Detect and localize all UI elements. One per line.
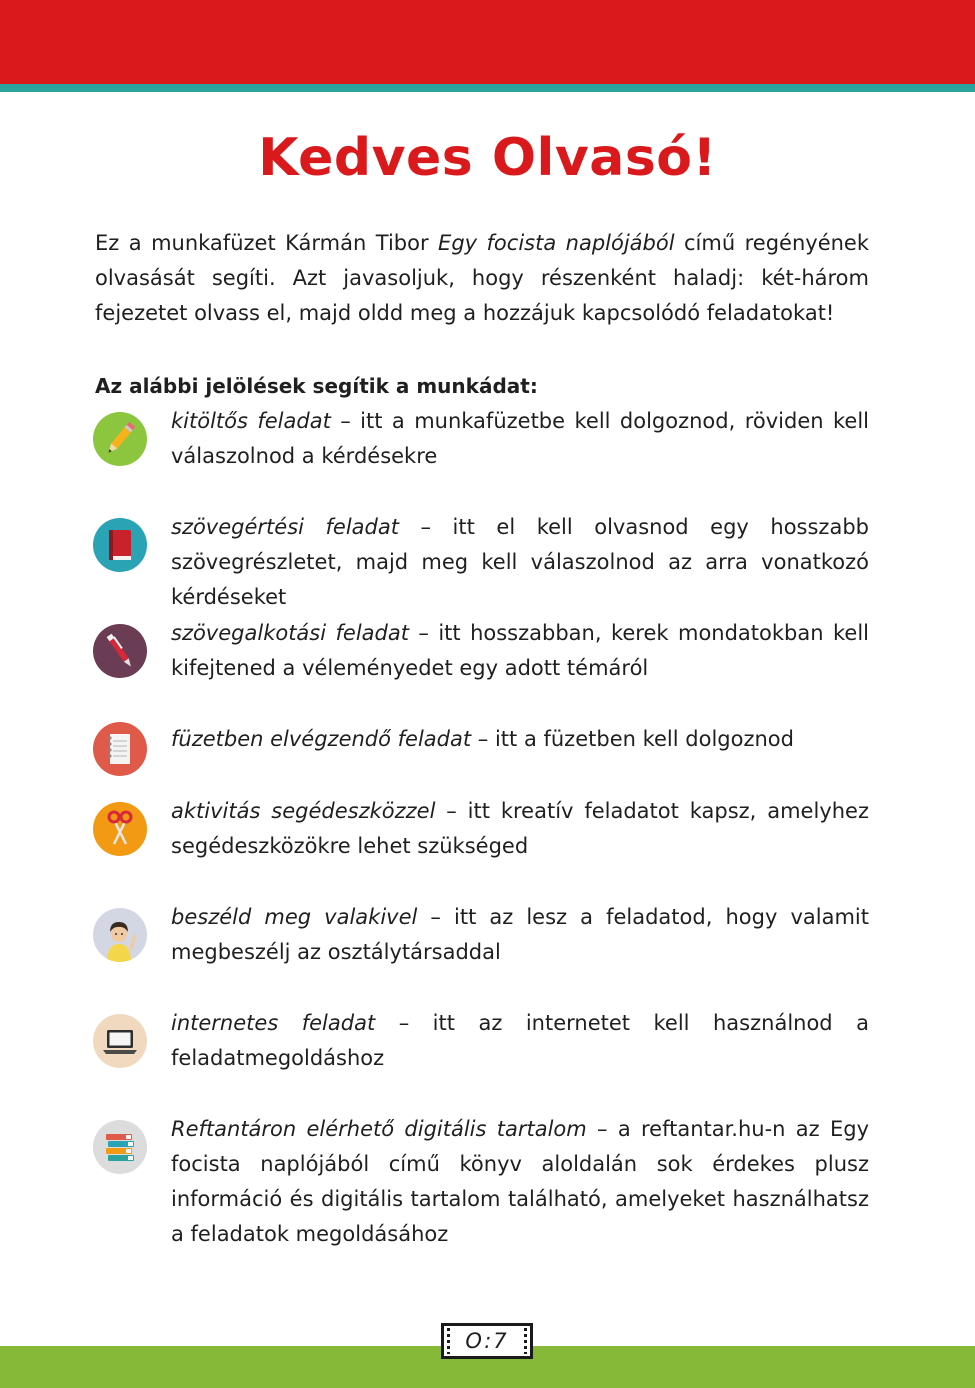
intro-text-1: Ez a munkafüzet Kármán Tibor (95, 231, 439, 255)
legend-text (171, 510, 869, 615)
legend-term: füzetben elvégzendő feladat (171, 727, 472, 751)
header-stripe (0, 84, 975, 92)
page-title: Kedves Olvasó! (258, 128, 717, 188)
legend-desc: – a reftantar.hu-n az Egy focista naplójából című könyv aloldalán sok érdekes plusz információ és digitális tartalom található, amelyeket használhatsz a feladatok megoldásához (171, 1117, 869, 1246)
books-stack-icon (93, 1120, 147, 1174)
page-number-text: O:7 (465, 1329, 509, 1353)
legend-heading: Az alábbi jelölések segítik a munkádat: (95, 374, 538, 398)
legend-term: beszéld meg valakivel (171, 905, 418, 929)
pen-icon (93, 624, 147, 678)
notebook-icon (93, 722, 147, 776)
intro-text-2: című regényének olvasását segíti. Azt javasoljuk, hogy részenként haladj: két-három fejezetet olvass el, majd oldd meg a hozzájuk kapcsolódó feladatokat! (95, 231, 870, 325)
legend-desc: – itt a füzetben kell dolgoznod (471, 727, 794, 751)
legend-term: Reftantáron elérhető digitális tartalom (171, 1117, 587, 1141)
legend-text (171, 404, 869, 474)
legend-text (171, 722, 869, 757)
legend-desc: – itt a munkafüzetbe kell dolgoznod, röviden kell válaszolnod a kérdésekre (171, 409, 869, 468)
legend-text (171, 1112, 869, 1252)
legend-term: internetes feladat (171, 1011, 376, 1035)
legend-desc: – itt az lesz a feladatod, hogy valamit megbeszélj az osztálytársaddal (171, 905, 869, 964)
legend-desc: – itt hosszabban, kerek mondatokban kell kifejtened a véleményedet egy adott témáról (171, 621, 869, 680)
legend-desc: – itt kreatív feladatot kapsz, amelyhez segédeszközökre lehet szükséged (171, 799, 869, 858)
book-icon (93, 518, 147, 572)
intro-paragraph (95, 226, 869, 331)
legend-text (171, 616, 869, 686)
legend-term: szövegalkotási feladat (171, 621, 409, 645)
legend-text (171, 900, 869, 970)
legend-desc: – itt az internetet kell használnod a feladatmegoldáshoz (171, 1011, 869, 1070)
legend-desc: – itt el kell olvasnod egy hosszabb szövegrészletet, majd meg kell válaszolnod az arra vonatkozó kérdéseket (171, 515, 869, 609)
laptop-icon (93, 1014, 147, 1068)
header-bar (0, 0, 975, 84)
legend-text (171, 794, 869, 864)
legend-term: szövegértési feladat (171, 515, 399, 539)
person-talking-icon (93, 908, 147, 962)
scissors-icon (93, 802, 147, 856)
intro-book-title: Egy focista naplójából (438, 231, 675, 255)
legend-text (171, 1006, 869, 1076)
legend-term: kitöltős feladat (171, 409, 331, 433)
pencil-icon (93, 412, 147, 466)
page-number (441, 1323, 533, 1359)
legend-term: aktivitás segédeszközzel (171, 799, 436, 823)
